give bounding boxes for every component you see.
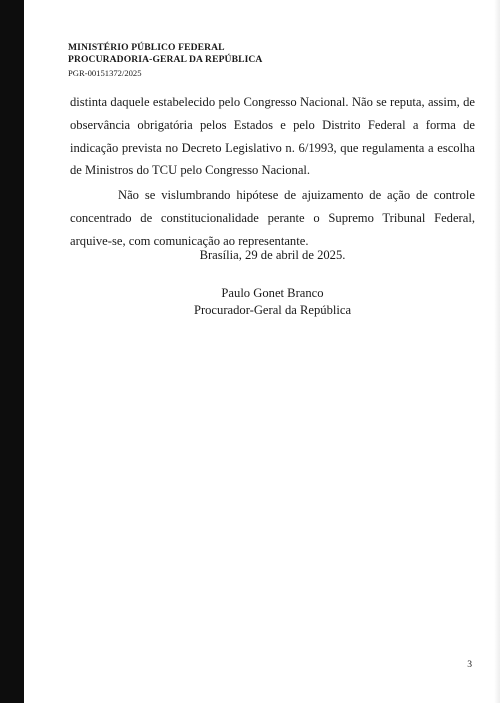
document-reference: PGR-00151372/2025 bbox=[68, 68, 142, 79]
document-body bbox=[70, 91, 475, 253]
header-office: PROCURADORIA-GERAL DA REPÚBLICA bbox=[68, 54, 263, 66]
page-right-edge bbox=[494, 0, 500, 703]
body-paragraph-1: distinta daquele estabelecido pelo Congresso Nacional. Não se reputa, assim, de observância obrigatória pelos Estados e pelo Distrito Federal a forma de indicação prevista no Decreto Legislativo n. 6/1993, que regulamenta a escolha de Ministros do TCU pelo Congresso Nacional. bbox=[70, 95, 475, 178]
body-paragraph-2: Não se vislumbrando hipótese de ajuizamento de ação de controle concentrado de constitucionalidade perante o Supremo Tribunal Federal, arquive-se, com comunicação ao representante. bbox=[70, 188, 475, 248]
signer-name: Paulo Gonet Branco bbox=[221, 286, 324, 300]
page-left-edge bbox=[0, 0, 24, 703]
signature-block bbox=[70, 285, 475, 319]
signer-title: Procurador-Geral da República bbox=[193, 303, 352, 317]
header-ministry: MINISTÉRIO PÚBLICO FEDERAL bbox=[68, 42, 225, 53]
document-date: Brasília, 29 de abril de 2025. bbox=[199, 248, 346, 262]
document-header bbox=[68, 42, 262, 80]
page-number: 3 bbox=[467, 659, 472, 670]
